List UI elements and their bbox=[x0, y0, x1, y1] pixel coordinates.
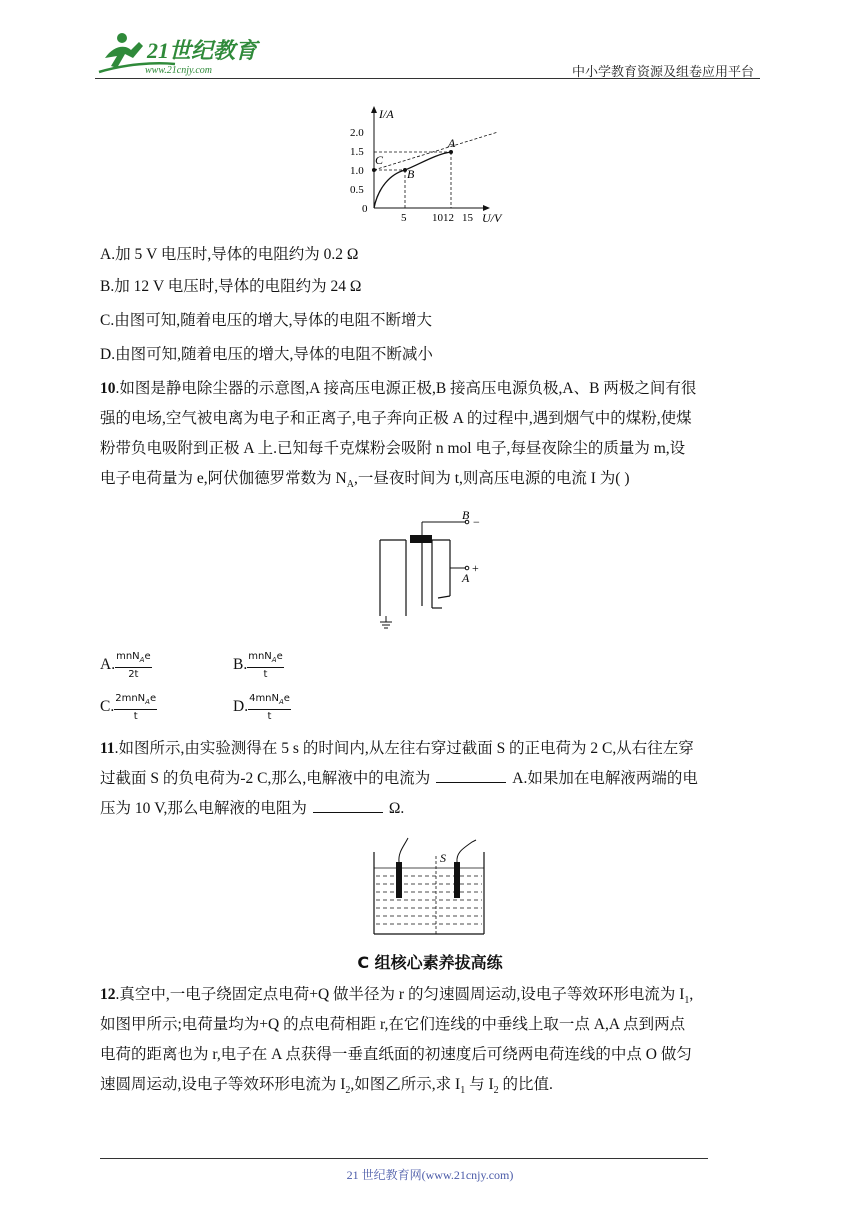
q10-option-b: B. $\frac{mnN_Ae}{t}$ bbox=[233, 651, 283, 680]
footer-divider bbox=[100, 1158, 708, 1159]
y-tick-05: 0.5 bbox=[350, 184, 364, 196]
electrolyte-figure bbox=[368, 834, 490, 938]
q10-option-d: D. $\frac{4mnN_Ae}{t}$ bbox=[233, 693, 290, 722]
y-tick-0: 0 bbox=[362, 203, 368, 215]
logo-url: www.21cnjy.com bbox=[145, 65, 213, 76]
q11-blank-current[interactable] bbox=[436, 768, 506, 783]
point-c-label: C bbox=[375, 153, 384, 167]
q12-stem: 12.真空中,一电子绕固定点电荷+Q 做半径为 r 的匀速圆周运动,设电子等效环形电流为 $I_1$, 如图甲所示;电荷量均为+Q 的点电荷相距 r,在它们连线的中垂线上取一点 A,A 点到两点 电荷的距离也为 r,电子在 A 点获得一垂直纸面的初速度后可绕两电荷连线的中点 O 做匀 速圆周运动,设电子等效环形电流为 $I_2$,如图乙所示,求 $I_1$ 与 $I_2$ 的比值. bbox=[100, 986, 694, 1097]
y-axis-label: I/A bbox=[379, 107, 394, 121]
y-tick-1: 1.0 bbox=[350, 165, 364, 177]
q10-option-a: A. $\frac{mnN_Ae}{2t}$ bbox=[100, 651, 151, 680]
iu-graph bbox=[348, 104, 518, 228]
pole-b-label: B bbox=[462, 510, 470, 522]
q11-blank-resistance[interactable] bbox=[313, 798, 383, 813]
x-tick-5: 5 bbox=[401, 212, 407, 224]
page-header bbox=[95, 28, 760, 82]
q11-number: 11 bbox=[100, 740, 115, 757]
q10-stem: 10.如图是静电除尘器的示意图,A 接高压电源正极,B 接高压电源负极,A、B 两极之间有很 强的电场,空气被电离为电子和正离子,电子奔向正极 A 的过程中,遇到烟气中的煤粉,使煤 粉带负电吸附到正极 A 上.已知每千克煤粉会吸附 n mol 电子,每昼夜除尘的质量为 m,设 电子电荷量为 e,阿伏伽德罗常数为 $N_A$,一昼夜时间为 t,则高压电源的电流 I 为( ) bbox=[100, 380, 697, 491]
header-divider bbox=[95, 78, 760, 79]
logo-21cnjy bbox=[95, 28, 265, 78]
precipitator-figure bbox=[374, 510, 494, 634]
point-b-label: B bbox=[407, 167, 415, 181]
q12-number: 12 bbox=[100, 986, 116, 1003]
q10-number: 10 bbox=[100, 380, 116, 397]
logo-text: 21世纪教育 bbox=[147, 38, 258, 63]
y-tick-15: 1.5 bbox=[350, 146, 364, 158]
pole-a-sign: + bbox=[472, 561, 479, 575]
footer-text: 21 世纪教育网(www.21cnjy.com) bbox=[346, 1168, 514, 1182]
point-a-label: A bbox=[448, 136, 456, 150]
platform-name: 中小学教育资源及组卷应用平台 bbox=[571, 65, 754, 80]
pole-a-label: A bbox=[462, 571, 470, 585]
y-tick-2: 2.0 bbox=[350, 127, 364, 139]
x-tick-15: 15 bbox=[462, 212, 473, 224]
section-s-label: S bbox=[440, 851, 446, 865]
q9-option-a: A.加 5 V 电压时,导体的电阻约为 0.2 Ω bbox=[100, 246, 359, 263]
q9-option-d: D.由图可知,随着电压的增大,导体的电阻不断减小 bbox=[100, 346, 433, 363]
x-tick-1012: 1012 bbox=[432, 212, 454, 224]
q11-stem: 11.如图所示,由实验测得在 5 s 的时间内,从左往右穿过截面 S 的正电荷为 2 C,从右往左穿 过截面 S 的负电荷为-2 C,那么,电解液中的电流为 A.如果加在电解液两端的电 压为 10 V,那么电解液的电阻为 Ω. bbox=[100, 740, 698, 817]
section-c-title: C 组核心素养拔高练 bbox=[357, 953, 503, 972]
pole-b-sign: − bbox=[473, 515, 480, 529]
q9-option-c: C.由图可知,随着电压的增大,导体的电阻不断增大 bbox=[100, 312, 432, 329]
q10-option-c: C. $\frac{2mnN_Ae}{t}$ bbox=[100, 693, 157, 722]
q9-option-b: B.加 12 V 电压时,导体的电阻约为 24 Ω bbox=[100, 278, 362, 295]
x-axis-label: U/V bbox=[482, 211, 502, 225]
